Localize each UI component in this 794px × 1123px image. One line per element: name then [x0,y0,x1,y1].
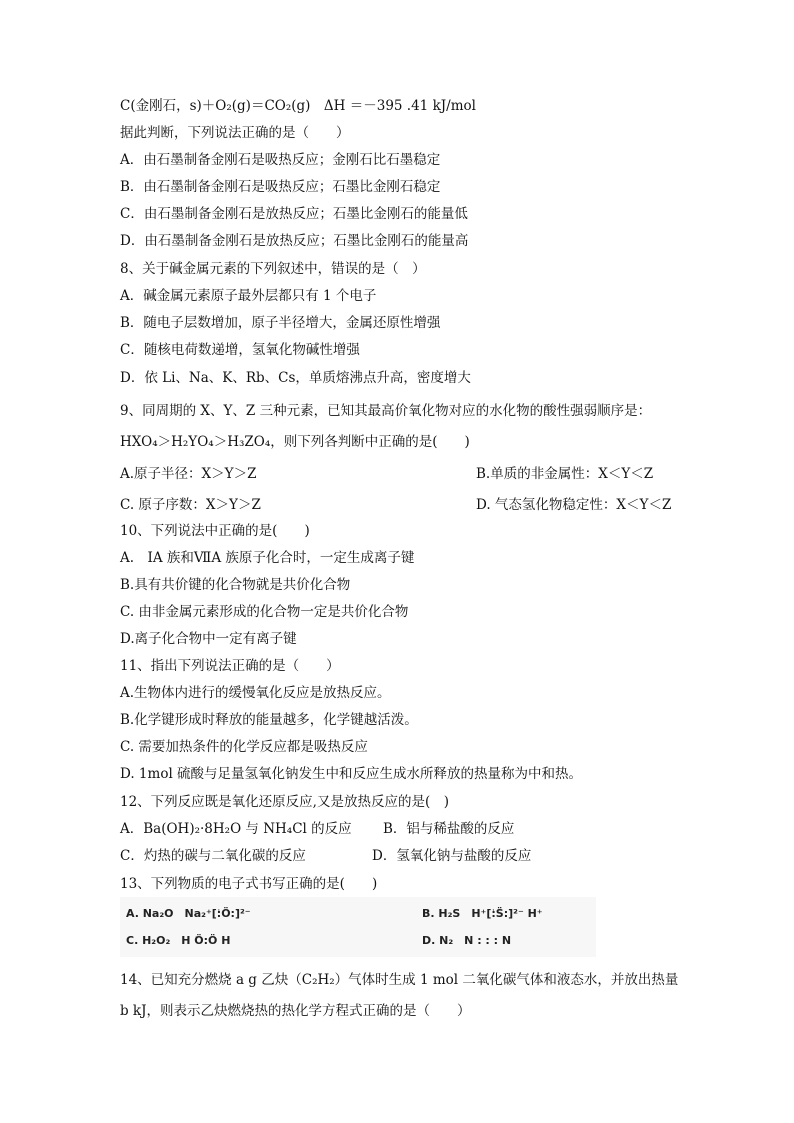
q9-option-b: B.单质的非金属性：X＜Y＜Z [476,466,654,482]
q10-option-c: C. 由非金属元素形成的化合物一定是共价化合物 [120,604,409,620]
q8-stem: 8、关于碱金属元素的下列叙述中，错误的是（ ） [120,261,426,277]
q11-option-b: B.化学键形成时释放的能量越多，化学键越活泼。 [120,712,418,728]
q10-option-d: D.离子化合物中一定有离子键 [120,631,297,647]
q10-stem: 10、下列说法中正确的是( ) [120,523,310,539]
q13-option-b: B. H₂S H⁺[ׂ:S̈:ׂ]²⁻ H⁺ [422,907,543,920]
electron-formula-figure [120,897,596,957]
q11-option-d: D. 1mol 硫酸与足量氢氧化钠发生中和反应生成水所释放的热量称为中和热。 [120,766,583,782]
q9-option-d: D. 气态氢化物稳定性：X＜Y＜Z [476,497,672,513]
q11-option-a: A.生物体内进行的缓慢氧化反应是放热反应。 [120,685,391,701]
q9-option-a: A.原子半径：X＞Y＞Z [120,466,257,482]
q13-option-d: D. N₂ N : : : N [422,934,512,947]
q14-stem: 14、已知充分燃烧 a g 乙炔（C₂H₂）气体时生成 1 mol 二氧化碳气体和液态水，并放出热量 [120,972,679,988]
equation-line: C(金刚石，s)＋O₂(g)＝CO₂(g) ΔH ＝－395 .41 kJ/mol [120,98,476,114]
q12-option-b: B．铝与稀盐酸的反应 [383,821,515,837]
q7-option-b: B．由石墨制备金刚石是吸热反应；石墨比金刚石稳定 [120,179,441,195]
q7-option-c: C．由石墨制备金刚石是放热反应；石墨比金刚石的能量低 [120,206,468,222]
q8-option-b: B．随电子层数增加，原子半径增大，金属还原性增强 [120,315,441,331]
q9-options-row2 [120,496,672,514]
q13-option-a: A. Na₂O Na₂⁺[ׂ:Ö:ׂ]²⁻ [126,907,251,920]
q11-stem: 11、指出下列说法正确的是（ ） [120,658,340,674]
q9-options-row1 [120,465,654,483]
q12-option-a: A．Ba(OH)₂·8H₂O 与 NH₄Cl 的反应 [120,821,352,837]
q10-option-a: A. ⅠA 族和ⅦA 族原子化合时，一定生成离子键 [120,550,415,566]
q10-option-b: B.具有共价键的化合物就是共价化合物 [120,577,351,593]
q12-options-row2 [120,847,532,865]
q7-option-d: D．由石墨制备金刚石是放热反应；石墨比金刚石的能量高 [120,233,469,249]
q8-option-a: A．碱金属元素原子最外层都只有 1 个电子 [120,288,377,304]
q9-stem: 9、同周期的 X、Y、Z 三种元素，已知其最高价氧化物对应的水化物的酸性强弱顺序是： [120,403,652,419]
q12-stem: 12、下列反应既是氧化还原反应,又是放热反应的是( ) [120,794,450,810]
q8-option-c: C．随核电荷数递增，氢氧化物碱性增强 [120,342,360,358]
q13-stem: 13、下列物质的电子式书写正确的是( ) [120,876,378,892]
q13-option-c: C. H₂O₂ H ׂÖ:Ö ׂH [126,934,231,947]
q8-option-d: D．依 Li、Na、K、Rb、Cs，单质熔沸点升高，密度增大 [120,370,471,386]
q11-option-c: C. 需要加热条件的化学反应都是吸热反应 [120,739,368,755]
q9-stem-cont: HXO₄＞H₂YO₄＞H₃ZO₄，则下列各判断中正确的是( ) [120,434,470,450]
q9-option-c: C. 原子序数：X＞Y＞Z [120,497,261,513]
q12-options-row1 [120,820,515,838]
q12-option-d: D．氢氧化钠与盐酸的反应 [372,848,532,864]
q7-option-a: A．由石墨制备金刚石是吸热反应；金刚石比石墨稳定 [120,152,441,168]
q12-option-c: C．灼热的碳与二氧化碳的反应 [120,848,306,864]
q7-stem: 据此判断，下列说法正确的是（ ） [120,125,350,141]
q14-stem-cont: b kJ，则表示乙炔燃烧热的热化学方程式正确的是（ ） [120,1003,471,1019]
